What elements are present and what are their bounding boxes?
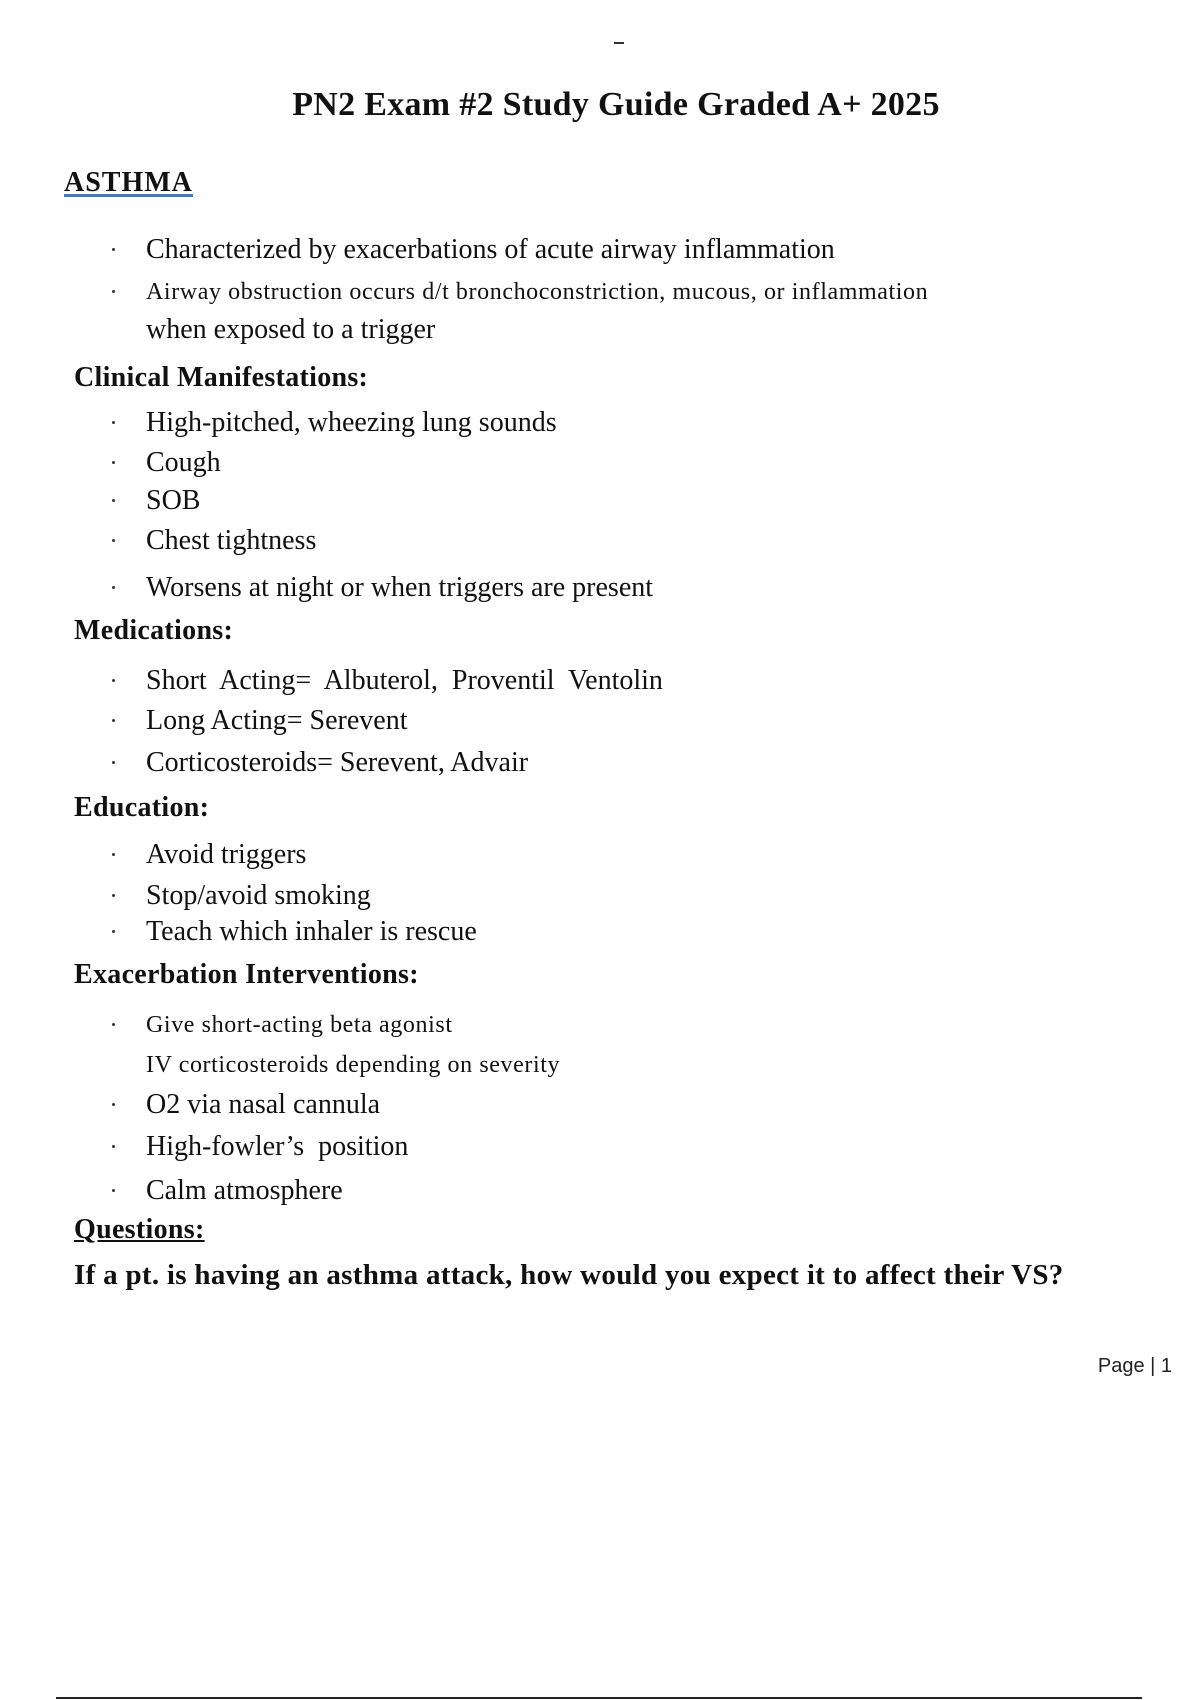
list-item-text: when exposed to a trigger <box>146 314 436 345</box>
list-item <box>106 1176 560 1206</box>
bullet-icon <box>112 539 115 542</box>
list-item <box>106 315 928 345</box>
list-item <box>106 235 928 265</box>
bullet-icon <box>112 461 115 464</box>
list-item <box>106 666 663 696</box>
list-item <box>106 573 653 603</box>
exacerbation-list <box>106 1010 560 1206</box>
list-item <box>106 486 653 516</box>
list-item-text: Worsens at night or when triggers are present <box>146 572 654 603</box>
list-item <box>106 748 663 778</box>
list-item <box>106 448 653 478</box>
bullet-icon <box>112 1103 115 1106</box>
list-item-text: Calm atmosphere <box>146 1175 343 1206</box>
list-item-text: Corticosteroids= Serevent, Advair <box>146 747 529 778</box>
list-item <box>106 1132 560 1162</box>
education-heading: Education: <box>74 792 210 823</box>
bullet-icon <box>112 290 115 293</box>
intro-list <box>106 235 928 345</box>
bullet-icon <box>112 930 115 933</box>
list-item <box>106 1090 560 1120</box>
bullet-icon <box>112 499 115 502</box>
list-item-text: IV corticosteroids depending on severity <box>146 1052 561 1078</box>
list-item-text: Characterized by exacerbations of acute airway inflammation <box>146 234 835 265</box>
document-title: PN2 Exam #2 Study Guide Graded A+ 2025 <box>292 86 940 123</box>
list-item <box>106 1050 560 1080</box>
list-item <box>106 840 477 870</box>
bullet-icon <box>112 248 115 251</box>
list-item-text: Teach which inhaler is rescue <box>146 916 477 947</box>
education-list <box>106 840 477 947</box>
bullet-icon <box>112 894 115 897</box>
section-heading-asthma: ASTHMA <box>64 170 193 197</box>
bullet-icon <box>112 421 115 424</box>
list-item <box>106 881 477 911</box>
list-item-text: High-fowler’s position <box>146 1131 409 1162</box>
medications-heading: Medications: <box>74 615 234 646</box>
list-item-text: Long Acting= Serevent <box>146 705 408 736</box>
bullet-icon <box>112 679 115 682</box>
top-dash <box>614 42 624 44</box>
medications-list <box>106 666 663 778</box>
list-item-text: Short Acting= Albuterol, Proventil Ventolin <box>146 665 663 696</box>
list-item-text: Airway obstruction occurs d/t bronchoconstriction, mucous, or inflammation <box>146 279 929 305</box>
clinical-list <box>106 408 653 603</box>
list-item-text: Cough <box>146 447 221 478</box>
questions-heading: Questions: <box>74 1214 205 1245</box>
list-item <box>106 1010 560 1040</box>
list-item <box>106 526 653 556</box>
list-item-text: Stop/avoid smoking <box>146 880 371 911</box>
bullet-icon <box>112 853 115 856</box>
list-item <box>106 408 653 438</box>
list-item <box>106 277 928 307</box>
list-item-text: High-pitched, wheezing lung sounds <box>146 407 557 438</box>
page-number: Page | 1 <box>1097 1355 1172 1377</box>
bullet-icon <box>112 1145 115 1148</box>
list-item <box>106 706 663 736</box>
bullet-icon <box>112 719 115 722</box>
list-item <box>106 917 477 947</box>
list-item-text: SOB <box>146 485 201 516</box>
clinical-heading: Clinical Manifestations: <box>74 362 369 393</box>
bullet-icon <box>112 1189 115 1192</box>
list-item-text: Give short-acting beta agonist <box>146 1012 453 1038</box>
exacerbation-heading: Exacerbation Interventions: <box>74 959 419 990</box>
list-item-text: O2 via nasal cannula <box>146 1089 381 1120</box>
bullet-icon <box>112 586 115 589</box>
list-item-text: Avoid triggers <box>146 839 307 870</box>
bullet-icon <box>112 761 115 764</box>
question-text: If a pt. is having an asthma attack, how would you expect it to affect their VS? <box>74 1259 1064 1291</box>
list-item-text: Chest tightness <box>146 525 317 556</box>
bottom-rule <box>56 1697 1142 1699</box>
bullet-icon <box>112 1023 115 1026</box>
